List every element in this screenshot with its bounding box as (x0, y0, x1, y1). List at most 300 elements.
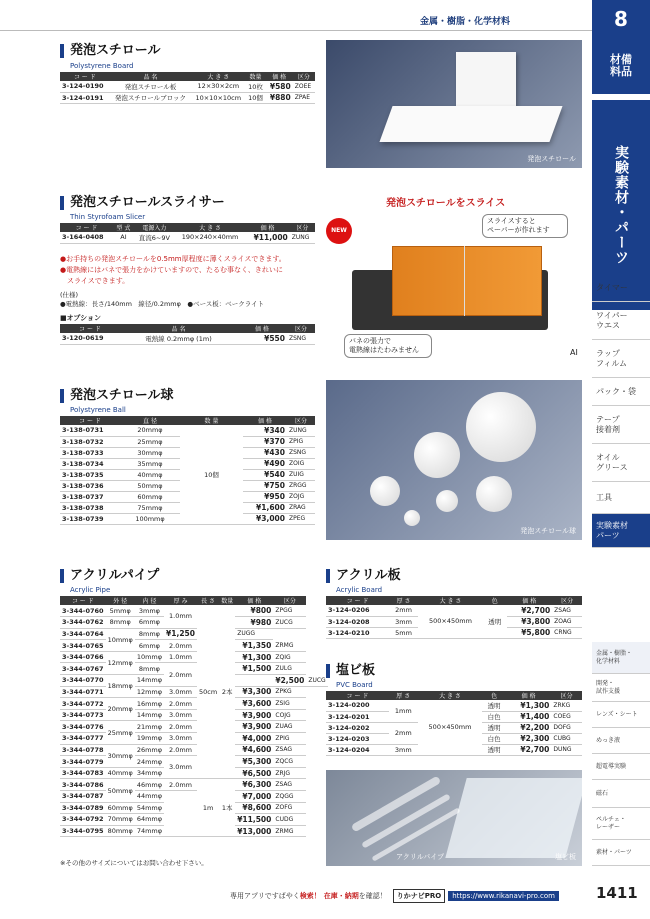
col-header: 品 名 (110, 72, 192, 81)
sidebar-item-label: テープ 接着剤 (596, 414, 620, 434)
col-header: コ ー ド (60, 324, 120, 333)
cell-class: ZPEG (287, 513, 315, 524)
sidebar-item-tape[interactable] (592, 406, 650, 444)
section-title-acrylic-pipe: アクリルパイプ (60, 569, 159, 583)
cell-price: ¥6,500 (235, 767, 273, 779)
cell-inner-diameter: 6mmφ (135, 617, 164, 629)
table-row (60, 744, 328, 756)
cell-code: 3-344-0779 (62, 757, 104, 766)
section-subtitle: Acrylic Board (336, 586, 383, 594)
cell-class: ZOIG (287, 458, 315, 469)
cell-diameter: 30mmφ (120, 447, 180, 458)
sidebar-head (592, 38, 650, 94)
polystyrene-board-image (326, 40, 582, 168)
cell-price: ¥1,300 (235, 651, 273, 663)
section-subtitle: Polystyrene Ball (70, 406, 126, 414)
cell-price: ¥800 (235, 605, 273, 617)
cell-length: 50cm (197, 605, 219, 779)
sidebar-item-peltier[interactable] (592, 808, 650, 840)
cell-thickness: 1mm (389, 700, 418, 722)
cell-outer-diameter: 5mmφ (106, 605, 135, 617)
cell-inner-diameter: 24mmφ (136, 757, 163, 766)
cell-price: ¥2,700 (506, 744, 551, 755)
cell-code: 3-344-0776 (62, 722, 104, 731)
cell-code: 3-344-0772 (62, 699, 104, 708)
cell-price: ¥1,500 (235, 663, 273, 675)
sidebar-item-label: タイマー (596, 282, 628, 292)
cell-outer-diameter: 18mmφ (106, 675, 135, 698)
table-row (326, 605, 582, 616)
cell-outer-diameter: 70mmφ (107, 815, 133, 824)
cell-price: ¥1,600 (243, 502, 287, 513)
col-header: 大 き さ (418, 596, 483, 605)
cell-thickness: 1.0mm (164, 605, 197, 628)
col-header: 厚 み (164, 596, 197, 605)
cell-price: ¥950 (243, 491, 287, 502)
section-title-slicer: 発泡スチロールスライサー (60, 196, 225, 210)
col-header: 厚 さ (389, 596, 418, 605)
cell-price: ¥750 (243, 480, 287, 491)
image-caption: 発泡スチロール (527, 155, 576, 163)
cell-inner-diameter: 8mmφ (135, 663, 164, 675)
cell-class: DUNG (551, 744, 582, 755)
cell-price: ¥5,300 (235, 756, 273, 768)
section-number: 8 (592, 0, 650, 38)
cell-class: ZSAG (273, 779, 306, 791)
cell-diameter: 40mmφ (120, 469, 180, 480)
cell-class: ZQCG (273, 756, 306, 768)
cell-class: ZULG (273, 663, 306, 675)
cell-outer-diameter: 80mmφ (107, 827, 133, 836)
cell-thickness: 2.0mm (164, 663, 197, 686)
cell-class: ZUCG (273, 617, 306, 629)
sidebar-item-oil[interactable] (592, 444, 650, 482)
cell-outer-diameter: 30mmφ (106, 744, 135, 767)
slicer-image (352, 240, 552, 330)
cell-code: 3-344-0777 (62, 734, 104, 743)
table-row (60, 663, 328, 675)
cell-price: ¥6,300 (235, 779, 273, 791)
table-row (60, 81, 315, 92)
section-title-polystyrene-board: 発泡スチロール (60, 44, 160, 58)
cell-thickness (235, 675, 273, 687)
table-acrylic-board (326, 596, 582, 639)
table-foam-ball (60, 416, 315, 525)
cell-code: 3-344-0786 (62, 780, 104, 789)
sidebar-item-label: ラップ フィルム (596, 348, 628, 368)
section-subtitle: PVC Board (336, 681, 373, 689)
cell-color: 透明 (482, 744, 505, 755)
sidebar-item-label: めっき液 (596, 736, 620, 744)
cell-model: AI (113, 232, 134, 243)
spec-title: (仕様) (60, 291, 79, 299)
col-header: 価 格 (266, 72, 293, 81)
cell-code: 3-124-0208 (326, 616, 389, 627)
table-row (326, 700, 582, 711)
cell-class: ZRKG (551, 700, 582, 711)
cell-thickness: 3.0mm (164, 756, 197, 779)
foam-board-shape (379, 106, 562, 142)
cell-class: ZUNG (287, 425, 315, 436)
sidebar-item-tools[interactable] (592, 482, 650, 514)
col-header: 型 式 (113, 223, 134, 232)
sidebar-item-label: 金属・樹脂・ 化学材料 (596, 649, 633, 665)
cell-inner-diameter: 44mmφ (136, 792, 163, 801)
table-row (60, 640, 328, 652)
cell-code: 3-138-0731 (60, 425, 120, 436)
col-header: 数 量 (180, 416, 243, 425)
ball-shape (370, 476, 400, 506)
table-row (60, 733, 328, 745)
cell-class: ZUGG (235, 628, 273, 640)
cell-color: 透明 (482, 722, 505, 733)
cell-code: 3-138-0738 (60, 502, 120, 513)
cell-inner-diameter: 8mmφ (135, 628, 164, 640)
cell-class: ZUCG (306, 675, 327, 687)
sidebar-item-label: オイル グリース (596, 452, 628, 472)
pvc-sheet-shape (445, 778, 582, 858)
cell-code: 3-344-0778 (62, 745, 104, 754)
cell-thickness: 1.0mm (164, 651, 197, 663)
cell-class: CUBG (551, 733, 582, 744)
cell-inner-diameter: 34mmφ (136, 769, 163, 778)
cell-price: ¥1,350 (235, 640, 273, 652)
cell-code: 3-124-0204 (326, 744, 389, 755)
sidebar (592, 38, 650, 919)
cell-outer-diameter: 25mmφ (106, 721, 135, 744)
sidebar-item-parts[interactable] (592, 840, 650, 866)
cell-class: ZPIG (287, 436, 315, 447)
cell-thickness: 2.0mm (164, 698, 197, 710)
cell-qty: 10枚 (245, 81, 265, 92)
sidebar-item-dev[interactable] (592, 674, 650, 702)
cell-inner-diameter: 10mmφ (136, 653, 163, 662)
cell-price: ¥430 (243, 447, 287, 458)
cell-price: ¥1,250 (166, 629, 195, 639)
cell-code: 3-124-0202 (326, 722, 389, 733)
cell-length: 1m (197, 779, 219, 837)
image-caption: 発泡スチロール球 (520, 527, 576, 535)
cell-price: ¥7,000 (235, 791, 273, 803)
footer-text-3: 在庫・納期 (323, 892, 359, 900)
footer-url[interactable]: https://www.rikanavi-pro.com (448, 891, 559, 901)
table-acrylic-pipe (60, 596, 328, 837)
section-title-acrylic-board: アクリル板 (326, 569, 401, 583)
col-header: 区分 (273, 596, 306, 605)
cell-color: 白色 (482, 711, 505, 722)
cell-size: 10×10×10cm (191, 92, 245, 103)
cell-diameter: 20mmφ (120, 425, 180, 436)
col-header: 価 格 (237, 324, 287, 333)
cell-outer-diameter: 8mmφ (106, 617, 135, 629)
cell-inner-diameter: 46mmφ (136, 780, 163, 789)
sidebar-item-label: ペルチェ・ レーザー (596, 815, 626, 831)
cell-thickness: 3.0mm (164, 686, 197, 698)
cell-diameter: 35mmφ (120, 458, 180, 469)
table-option (60, 324, 315, 345)
table-row (60, 333, 315, 344)
cell-class: ZSNG (287, 333, 315, 344)
cell-name: 発泡スチロールブロック (110, 92, 192, 103)
cell-price: ¥4,000 (235, 733, 273, 745)
page-number: 1411 (596, 884, 638, 902)
cell-code: 3-124-0210 (326, 627, 389, 638)
sidebar-item-label: ワイパー ウエス (596, 310, 628, 330)
foam-block-shape (456, 52, 516, 106)
cell-class: ZOAG (552, 616, 582, 627)
col-header: 大 き さ (418, 691, 483, 700)
table-row (60, 791, 328, 803)
section-subtitle: Thin Styrofoam Slicer (70, 213, 146, 221)
cell-code: 3-124-0201 (326, 711, 389, 722)
cell-class: CRNG (552, 627, 582, 638)
cell-price: ¥3,900 (235, 721, 273, 733)
col-header: 大 き さ (175, 223, 246, 232)
table-row (60, 721, 328, 733)
cell-size: 190×240×40mm (175, 232, 246, 243)
cell-outer-diameter: 20mmφ (106, 698, 135, 721)
cell-price: ¥11,500 (237, 814, 272, 824)
cell-class: ZRJG (273, 767, 306, 779)
col-header: 色 (483, 596, 507, 605)
col-header: 区分 (551, 691, 582, 700)
cell-price: ¥5,800 (507, 627, 553, 638)
cell-inner-diameter: 3mmφ (135, 605, 164, 617)
cell-price: ¥490 (243, 458, 287, 469)
cell-class: ZOEE (293, 81, 315, 92)
cell-inner-diameter: 12mmφ (136, 687, 163, 696)
spec-text: ●電熱線：長さ/140mm 線径/0.2mmφ ●ベース板：ベークライト (60, 300, 265, 308)
cell-inner-diameter: 21mmφ (136, 722, 163, 731)
col-header: 品 名 (120, 324, 237, 333)
cell-price: ¥4,600 (235, 744, 273, 756)
cell-class: ZOJG (287, 491, 315, 502)
cell-code: 3-344-0792 (62, 815, 104, 824)
cell-class: ZSIG (273, 698, 306, 710)
cell-outer-diameter: 40mmφ (107, 769, 133, 778)
cell-inner-diameter: 6mmφ (135, 640, 164, 652)
table-slicer (60, 223, 315, 244)
table-row (60, 92, 315, 103)
cell-class: ZPIG (273, 733, 306, 745)
cell-code: 3-138-0733 (60, 447, 120, 458)
sidebar-item-label: 磁石 (596, 789, 609, 797)
footer-text-2: 検索！ (299, 892, 321, 900)
cell-color: 透明 (482, 700, 505, 711)
footer-brand[interactable]: りかナビPRO (393, 889, 445, 903)
cell-price: ¥1,400 (506, 711, 551, 722)
sidebar-item-wrap[interactable] (592, 340, 650, 378)
col-header: コ ー ド (60, 596, 106, 605)
cell-outer-diameter: 10mmφ (106, 628, 135, 651)
cell-class: COEG (551, 711, 582, 722)
cell-code: 3-138-0736 (60, 480, 120, 491)
cell-thickness: 2mm (389, 605, 418, 616)
table-row (60, 756, 328, 768)
callout-spring-text: バネの張力で 電熱線はたわみません (349, 337, 419, 354)
section-subtitle: Polystyrene Board (70, 62, 134, 70)
footer-text-1: 専用アプリですばやく (230, 892, 300, 900)
cell-thickness: 3.0mm (164, 733, 197, 745)
cell-code: 3-344-0771 (62, 687, 104, 696)
cell-code: 3-344-0767 (62, 664, 104, 673)
sidebar-item-label: 超電導実験 (596, 762, 627, 770)
cell-color: 透明 (483, 605, 507, 638)
sidebar-item-pack[interactable] (592, 378, 650, 406)
cell-code: 3-164-0408 (60, 232, 113, 243)
ball-shape (466, 392, 536, 462)
col-header: 大 き さ (191, 72, 245, 81)
cell-class: ZQIG (273, 651, 306, 663)
col-header: 区分 (287, 416, 315, 425)
sidebar-item-plating[interactable] (592, 728, 650, 754)
cell-code: 3-124-0190 (60, 81, 110, 92)
table-row (60, 605, 328, 617)
cell-thickness: 5mm (389, 627, 418, 638)
slicer-foam-shape (392, 246, 542, 316)
cell-code: 3-344-0783 (62, 769, 104, 778)
cell-code: 3-124-0200 (326, 700, 389, 711)
cell-thickness: 3.0mm (164, 709, 197, 721)
cell-class: ZUIG (287, 469, 315, 480)
cell-code: 3-344-0770 (62, 676, 104, 685)
col-header: コ ー ド (326, 596, 389, 605)
feature-line-3: スライスできます。 (60, 277, 130, 285)
col-header: 長 さ (197, 596, 219, 605)
ball-shape (436, 490, 458, 512)
section-subtitle: Acrylic Pipe (70, 586, 111, 594)
cell-code: 3-138-0739 (60, 513, 120, 524)
cell-inner-diameter: 16mmφ (136, 699, 163, 708)
cell-power: 直流6~9V (134, 232, 175, 243)
sidebar-item-materials[interactable] (592, 514, 650, 548)
table-row (60, 698, 328, 710)
col-header: 価 格 (506, 691, 551, 700)
cell-code: 3-344-0766 (62, 653, 104, 662)
sidebar-item-magnet[interactable] (592, 780, 650, 808)
cell-thickness: 2.0mm (164, 640, 197, 652)
col-header: 区分 (287, 324, 315, 333)
cell-price: ¥370 (243, 436, 287, 447)
table-polystyrene-board (60, 72, 315, 104)
cell-qty: 10個 (245, 92, 265, 103)
cell-class: ZOFG (273, 802, 306, 814)
sidebar-item-superconduct[interactable] (592, 754, 650, 780)
cell-code: 3-124-0206 (326, 605, 389, 616)
cell-inner-diameter: 14mmφ (136, 711, 163, 720)
feature-line-1: ●お手持ちの発泡スチロールを0.5mm厚程度に薄くスライスできます。 (60, 255, 286, 263)
sidebar-item-label: パック・袋 (596, 386, 636, 396)
cell-price: ¥550 (237, 333, 287, 344)
pipe-note: ※その他のサイズについてはお問い合わせ下さい。 (60, 859, 208, 867)
cell-price: ¥3,300 (235, 686, 273, 698)
cell-code: 3-344-0787 (62, 792, 104, 801)
cell-class: CUDG (273, 814, 306, 826)
cell-price: ¥3,900 (235, 709, 273, 721)
cell-price: ¥1,300 (506, 700, 551, 711)
cell-class: ZRAG (287, 502, 315, 513)
col-header: 直 径 (120, 416, 180, 425)
cell-code: 3-344-0773 (62, 711, 104, 720)
cell-thickness: 2.0mm (164, 744, 197, 756)
table-row (60, 686, 328, 698)
cell-price: ¥2,300 (506, 733, 551, 744)
col-header: 価 格 (243, 416, 287, 425)
cell-code: 3-138-0734 (60, 458, 120, 469)
cell-class: ZRMG (273, 825, 306, 837)
sidebar-item-label: 素材・パーツ (596, 848, 632, 856)
cell-class: ZQGG (273, 791, 306, 803)
table-row (60, 709, 328, 721)
sidebar-item-timer[interactable] (592, 274, 650, 302)
sidebar-item-metal[interactable] (592, 642, 650, 674)
cell-thickness: 2mm (389, 722, 418, 744)
cell-code: 3-120-0619 (60, 333, 120, 344)
section-title-pvc-board: 塩ビ板 (326, 664, 375, 678)
option-title: ■オプション (60, 314, 101, 322)
cell-qty: 10個 (180, 425, 243, 524)
header-divider (0, 30, 592, 31)
col-header: 区分 (293, 72, 315, 81)
cell-class: ZSAG (273, 744, 306, 756)
cell-name: 発泡スチロール板 (110, 81, 192, 92)
col-header: 数量 (245, 72, 265, 81)
sidebar-item-label: 工具 (596, 492, 612, 502)
cell-code: 3-344-0764 (62, 629, 104, 638)
slicer-model-label: AI (570, 348, 578, 357)
cell-diameter: 25mmφ (120, 436, 180, 447)
ball-shape (476, 476, 512, 512)
cell-price: ¥2,700 (507, 605, 553, 616)
col-header: 外 径 (106, 596, 135, 605)
cell-outer-diameter: 12mmφ (106, 651, 135, 674)
section-title-foam-ball: 発泡スチロール球 (60, 389, 173, 403)
col-header: 色 (482, 691, 505, 700)
slicer-wire-shape (464, 246, 465, 316)
col-header: コ ー ド (60, 72, 110, 81)
cell-class: ZPGG (273, 605, 306, 617)
sidebar-item-label: レンズ・シート (596, 710, 638, 718)
sidebar-head-label: 材備 料品 (610, 53, 632, 78)
cell-thickness: 3mm (389, 744, 418, 755)
callout-paper (482, 214, 568, 238)
sidebar-item-wiper[interactable] (592, 302, 650, 340)
cell-code: 3-344-0795 (62, 827, 104, 836)
cell-outer-diameter: 60mmφ (107, 803, 133, 812)
cell-price: ¥340 (243, 425, 287, 436)
cell-thickness: 2.0mm (164, 721, 197, 733)
cell-thickness: 3mm (389, 616, 418, 627)
feature-line-2: ●電熱線にはバネで張力をかけていますので、たるむ事なく、きれいに (60, 266, 283, 274)
cell-price: ¥2,200 (506, 722, 551, 733)
col-header: コ ー ド (60, 223, 113, 232)
cell-code: 3-124-0191 (60, 92, 110, 103)
cell-price: ¥11,000 (245, 232, 289, 243)
cell-price: ¥3,600 (235, 698, 273, 710)
sidebar-vertical-title: 実験素材・パーツ (592, 100, 650, 310)
cell-inner-diameter: 54mmφ (136, 803, 163, 812)
cell-size: 12×30×2cm (191, 81, 245, 92)
table-row (60, 232, 315, 243)
cell-diameter: 60mmφ (120, 491, 180, 502)
sidebar-item-lens[interactable] (592, 702, 650, 728)
cell-class: ZRGG (287, 480, 315, 491)
callout-spring (344, 334, 432, 358)
cell-price: ¥580 (266, 81, 293, 92)
cell-color: 白色 (482, 733, 505, 744)
col-header: 厚 さ (389, 691, 418, 700)
sidebar-item-label: 開発・ 試作支援 (596, 679, 621, 695)
